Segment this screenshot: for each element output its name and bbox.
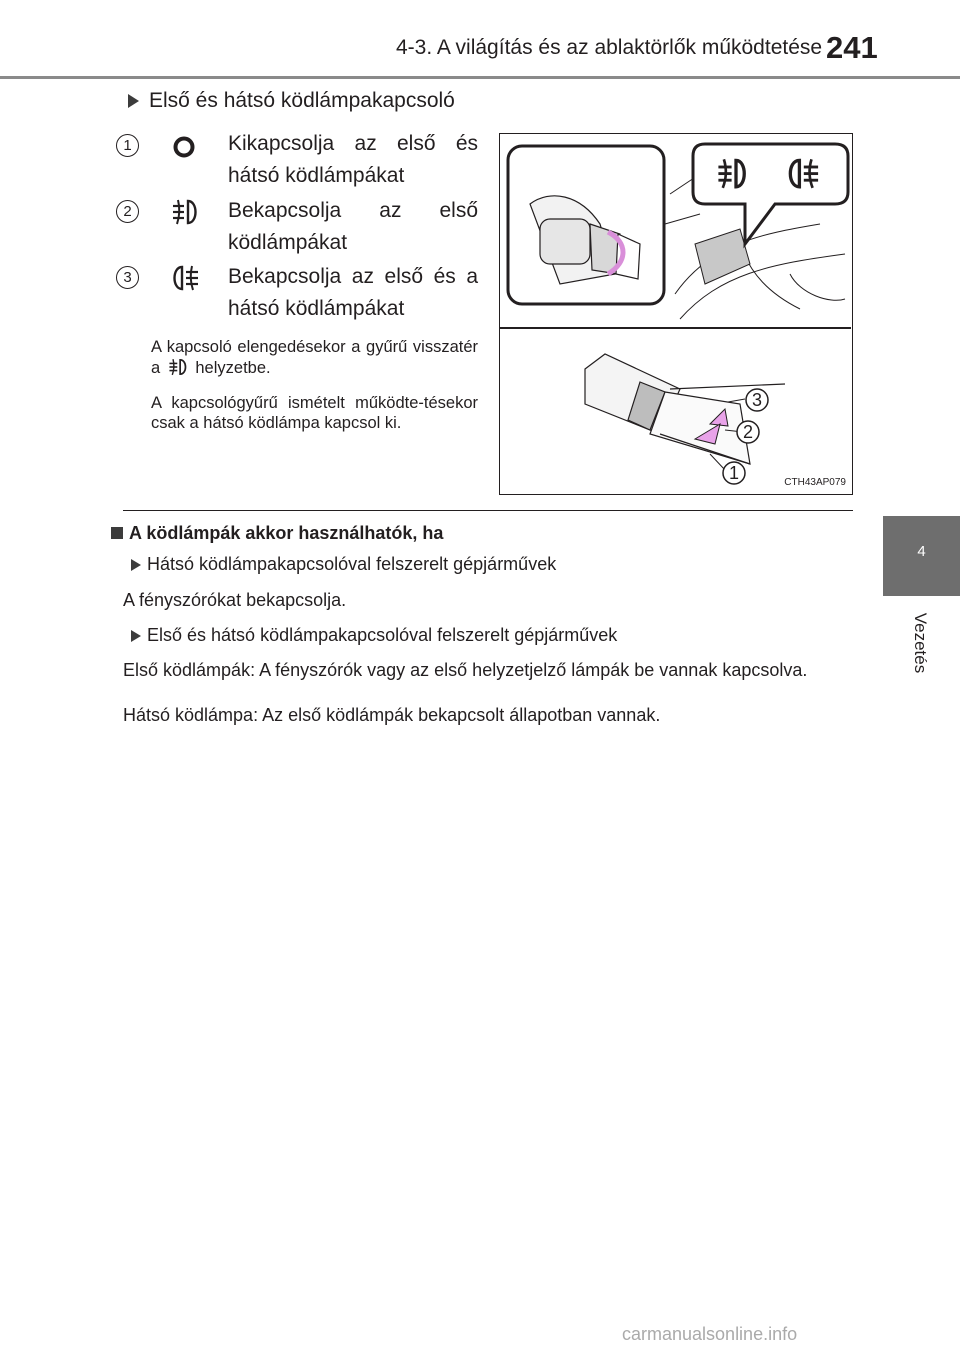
bullet-triangle-icon: [131, 630, 141, 642]
callout-1: 1: [728, 463, 740, 483]
section-divider: [123, 510, 853, 511]
both-switch-title: Első és hátsó ködlámpakapcsolóval felszerelt gépjárművek: [131, 625, 617, 646]
callout-2: 2: [742, 422, 754, 442]
item-text: Bekapcsolja az első ködlámpákat: [228, 199, 478, 254]
square-bullet-icon: [111, 527, 123, 539]
item-number: 3: [116, 266, 139, 289]
figure-code: CTH43AP079: [784, 477, 846, 488]
item-text: Bekapcsolja az első és a hátsó ködlámpákat: [228, 265, 478, 320]
callout-3: 3: [751, 390, 763, 410]
bullet-triangle-icon: [128, 94, 139, 108]
repeat-note: A kapcsológyűrű ismételt működte-tésekor csak a hátsó ködlámpa kapcsol ki.: [151, 394, 478, 432]
chapter-label: Vezetés: [911, 612, 930, 674]
watermark: carmanualsonline.info: [622, 1324, 798, 1344]
conditions-heading: A ködlámpák akkor használhatók, ha: [111, 523, 443, 544]
item-number: 1: [116, 134, 139, 157]
bullet-triangle-icon: [131, 559, 141, 571]
off-ring-icon: [171, 134, 197, 160]
page-number: 241: [826, 30, 878, 65]
front-fog-condition: Első ködlámpák: A fényszórók vagy az első helyzetjelző lámpák be vannak kapcsolva.: [123, 660, 808, 680]
illustration-drawing: [500, 134, 851, 493]
item-number: 2: [116, 200, 139, 223]
chapter-number: 4: [917, 543, 926, 560]
rear-fog-icon: [168, 262, 202, 294]
front-fog-icon: [168, 196, 202, 228]
item-text: Kikapcsolja az első és hátsó ködlámpákat: [228, 132, 478, 187]
front-fog-icon: [165, 357, 191, 377]
rear-fog-condition: Hátsó ködlámpa: Az első ködlámpák bekapcsolt állapotban vannak.: [123, 705, 661, 725]
chapter-tab[interactable]: [883, 516, 960, 596]
rear-switch-text: A fényszórókat bekapcsolja.: [123, 590, 347, 610]
header-divider: [0, 76, 960, 79]
section-title: Első és hátsó ködlámpakapcsoló: [128, 89, 455, 113]
fog-switch-illustration: [499, 133, 853, 495]
header-title: 4-3. A világítás és az ablaktörlők működtetése: [396, 36, 823, 59]
release-note: A kapcsoló elengedésekor a gyűrű visszatér a helyzetbe.: [151, 338, 478, 377]
rear-switch-title: Hátsó ködlámpakapcsolóval felszerelt gépjárművek: [131, 554, 556, 575]
